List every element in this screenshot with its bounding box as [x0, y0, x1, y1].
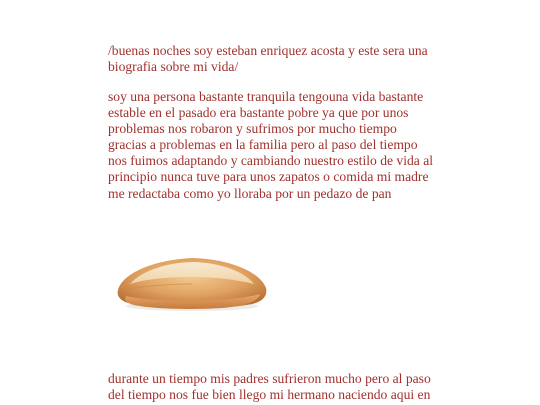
body-line: principio nunca tuve para unos zapatos o comida mi madre	[108, 169, 429, 185]
body-line: estable en el pasado era bastante pobre ya que por unos	[108, 105, 409, 121]
body-line: me redactaba como yo lloraba por un pedazo de pan	[108, 185, 392, 201]
intro-line: /buenas noches soy esteban enriquez acosta y este sera una	[108, 43, 428, 58]
closing-paragraph	[108, 371, 438, 403]
bread-image	[112, 246, 272, 316]
bottom-line: durante un tiempo mis padres sufrieron mucho pero al paso	[108, 371, 431, 386]
intro-line: biografia sobre mi vida/	[108, 59, 239, 75]
body-line: problemas nos robaron y sufrimos por mucho tiempo	[108, 121, 397, 137]
biography-paragraph	[108, 89, 438, 202]
body-line: nos fuimos adaptando y cambiando nuestro estilo de vida al	[108, 153, 434, 169]
body-line: soy una persona bastante tranquila tengouna vida bastante	[108, 89, 424, 104]
intro-paragraph	[108, 43, 438, 75]
bottom-line: del tiempo nos fue bien llego mi hermano naciendo aqui en	[108, 387, 431, 403]
body-line: gracias a problemas en la familia pero al paso del tiempo	[108, 137, 418, 153]
